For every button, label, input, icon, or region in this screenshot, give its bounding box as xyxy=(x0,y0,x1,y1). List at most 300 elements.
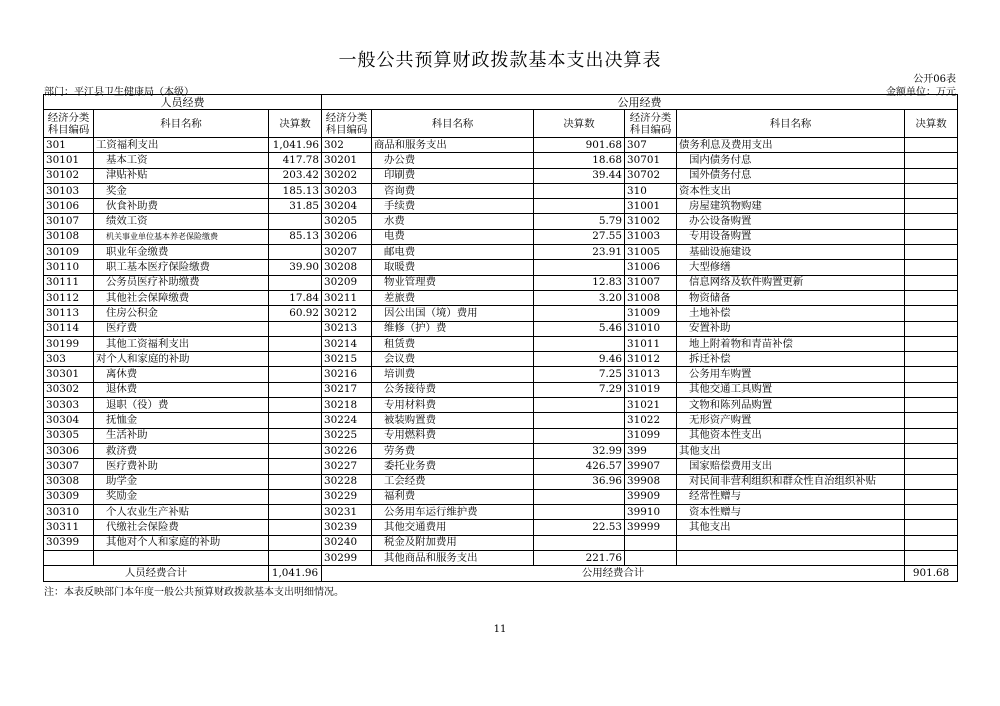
cell-name xyxy=(94,551,269,566)
cell-amount: 39.90 xyxy=(269,260,322,275)
cell-code: 30114 xyxy=(44,321,94,336)
cell-amount xyxy=(269,551,322,566)
cell-code: 31001 xyxy=(625,199,677,214)
cell-name: 对民间非营利组织和群众性自治组织补贴 xyxy=(677,474,905,489)
cell-amount: 5.46 xyxy=(534,321,625,336)
cell-code: 30304 xyxy=(44,413,94,428)
cell-amount xyxy=(269,245,322,260)
totals-row xyxy=(44,566,958,581)
cell-name: 房屋建筑物购建 xyxy=(677,199,905,214)
table-row xyxy=(44,153,958,168)
cell-amount: 18.68 xyxy=(534,153,625,168)
cell-amount xyxy=(905,382,958,397)
cell-amount xyxy=(905,153,958,168)
cell-amount xyxy=(534,428,625,443)
cell-name: 维修（护）费 xyxy=(372,321,534,336)
cell-amount xyxy=(269,336,322,351)
table-row xyxy=(44,489,958,504)
cell-name: 福利费 xyxy=(372,489,534,504)
cell-amount xyxy=(905,306,958,321)
cell-name: 大型修缮 xyxy=(677,260,905,275)
cell-amount xyxy=(534,336,625,351)
cell-name: 安置补助 xyxy=(677,321,905,336)
cell-code: 30228 xyxy=(322,474,372,489)
cell-code: 31009 xyxy=(625,306,677,321)
cell-code: 303 xyxy=(44,352,94,367)
cell-name: 职工基本医疗保险缴费 xyxy=(94,260,269,275)
cell-code: 30227 xyxy=(322,459,372,474)
cell-amount: 203.42 xyxy=(269,168,322,183)
cell-name: 商品和服务支出 xyxy=(372,138,534,153)
cell-code: 310 xyxy=(625,183,677,198)
cell-code: 30399 xyxy=(44,535,94,550)
cell-amount: 1,041.96 xyxy=(269,138,322,153)
cell-name: 办公费 xyxy=(372,153,534,168)
cell-code: 31021 xyxy=(625,398,677,413)
cell-name: 取暖费 xyxy=(372,260,534,275)
cell-name: 国内债务付息 xyxy=(677,153,905,168)
cell-amount xyxy=(905,551,958,566)
cell-code: 39909 xyxy=(625,489,677,504)
cell-code: 30218 xyxy=(322,398,372,413)
cell-amount: 27.55 xyxy=(534,229,625,244)
cell-code: 30212 xyxy=(322,306,372,321)
cell-code: 30311 xyxy=(44,520,94,535)
cell-code: 30240 xyxy=(322,535,372,550)
cell-code: 30199 xyxy=(44,336,94,351)
cell-code: 30217 xyxy=(322,382,372,397)
cell-name: 电费 xyxy=(372,229,534,244)
table-row xyxy=(44,138,958,153)
cell-code: 31011 xyxy=(625,336,677,351)
cell-amount xyxy=(269,321,322,336)
cell-code xyxy=(44,551,94,566)
cell-name: 地上附着物和青苗补偿 xyxy=(677,336,905,351)
cell-code: 31007 xyxy=(625,275,677,290)
table-row xyxy=(44,535,958,550)
cell-amount xyxy=(269,413,322,428)
table-row xyxy=(44,183,958,198)
column-header-name: 科目名称 xyxy=(677,110,905,138)
group-header-public: 公用经费 xyxy=(322,95,958,110)
cell-name xyxy=(677,535,905,550)
table-row xyxy=(44,367,958,382)
cell-code: 30201 xyxy=(322,153,372,168)
cell-code: 30308 xyxy=(44,474,94,489)
cell-code: 30306 xyxy=(44,443,94,458)
cell-amount xyxy=(905,229,958,244)
cell-name: 培训费 xyxy=(372,367,534,382)
cell-amount xyxy=(905,505,958,520)
cell-amount xyxy=(269,352,322,367)
public-total-value: 901.68 xyxy=(905,566,958,581)
cell-name: 职业年金缴费 xyxy=(94,245,269,260)
cell-amount xyxy=(905,413,958,428)
cell-code: 31013 xyxy=(625,367,677,382)
cell-name: 拆迁补偿 xyxy=(677,352,905,367)
cell-amount xyxy=(905,183,958,198)
cell-name: 手续费 xyxy=(372,199,534,214)
cell-name: 工资福利支出 xyxy=(94,138,269,153)
cell-name: 其他社会保障缴费 xyxy=(94,290,269,305)
cell-name: 代缴社会保险费 xyxy=(94,520,269,535)
cell-name: 助学金 xyxy=(94,474,269,489)
expenditure-table xyxy=(43,94,958,582)
cell-amount xyxy=(269,398,322,413)
cell-amount xyxy=(905,290,958,305)
cell-name: 其他对个人和家庭的补助 xyxy=(94,535,269,550)
cell-name: 劳务费 xyxy=(372,443,534,458)
cell-code: 30206 xyxy=(322,229,372,244)
cell-amount xyxy=(269,443,322,458)
cell-code: 30112 xyxy=(44,290,94,305)
cell-name: 会议费 xyxy=(372,352,534,367)
cell-amount: 7.29 xyxy=(534,382,625,397)
table-row xyxy=(44,474,958,489)
cell-code: 30113 xyxy=(44,306,94,321)
table-row xyxy=(44,290,958,305)
cell-amount: 901.68 xyxy=(534,138,625,153)
cell-name: 水费 xyxy=(372,214,534,229)
table-row xyxy=(44,321,958,336)
cell-name: 离休费 xyxy=(94,367,269,382)
cell-name: 其他支出 xyxy=(677,443,905,458)
cell-name: 邮电费 xyxy=(372,245,534,260)
page-title: 一般公共预算财政拨款基本支出决算表 xyxy=(338,50,662,71)
cell-name: 其他资本性支出 xyxy=(677,428,905,443)
cell-amount xyxy=(905,367,958,382)
cell-name: 专用设备购置 xyxy=(677,229,905,244)
column-header-amount: 决算数 xyxy=(905,110,958,138)
personnel-total-label: 人员经费合计 xyxy=(44,566,269,581)
cell-code: 30203 xyxy=(322,183,372,198)
cell-code: 31010 xyxy=(625,321,677,336)
form-code: 公开06表 xyxy=(913,74,956,85)
cell-amount xyxy=(269,275,322,290)
cell-amount xyxy=(269,505,322,520)
cell-amount xyxy=(269,382,322,397)
cell-name: 工会经费 xyxy=(372,474,534,489)
cell-name: 津贴补贴 xyxy=(94,168,269,183)
table-row xyxy=(44,229,958,244)
cell-code: 30229 xyxy=(322,489,372,504)
cell-amount xyxy=(905,520,958,535)
table-row xyxy=(44,505,958,520)
column-header-name: 科目名称 xyxy=(94,110,269,138)
cell-code: 39910 xyxy=(625,505,677,520)
cell-amount: 60.92 xyxy=(269,306,322,321)
cell-code: 30111 xyxy=(44,275,94,290)
cell-name: 经常性赠与 xyxy=(677,489,905,504)
cell-amount xyxy=(905,459,958,474)
cell-code: 31002 xyxy=(625,214,677,229)
cell-code: 31099 xyxy=(625,428,677,443)
cell-name: 税金及附加费用 xyxy=(372,535,534,550)
cell-amount xyxy=(269,428,322,443)
cell-name: 国家赔偿费用支出 xyxy=(677,459,905,474)
cell-code: 30215 xyxy=(322,352,372,367)
cell-code: 31012 xyxy=(625,352,677,367)
cell-name: 无形资产购置 xyxy=(677,413,905,428)
cell-code: 30205 xyxy=(322,214,372,229)
cell-code: 30207 xyxy=(322,245,372,260)
cell-code: 30213 xyxy=(322,321,372,336)
cell-name: 债务利息及费用支出 xyxy=(677,138,905,153)
cell-name: 医疗费补助 xyxy=(94,459,269,474)
cell-code: 30226 xyxy=(322,443,372,458)
cell-amount xyxy=(905,199,958,214)
cell-amount xyxy=(269,489,322,504)
cell-name: 差旅费 xyxy=(372,290,534,305)
cell-code: 30106 xyxy=(44,199,94,214)
column-header-code: 经济分类科目编码 xyxy=(322,110,372,138)
cell-code: 30224 xyxy=(322,413,372,428)
cell-code: 30211 xyxy=(322,290,372,305)
department-label: 部门：平江县卫生健康局（本级） xyxy=(44,87,194,98)
cell-code: 30225 xyxy=(322,428,372,443)
cell-amount xyxy=(905,168,958,183)
public-total-label: 公用经费合计 xyxy=(322,566,905,581)
cell-amount: 5.79 xyxy=(534,214,625,229)
cell-code: 31005 xyxy=(625,245,677,260)
table-row xyxy=(44,275,958,290)
cell-amount: 32.99 xyxy=(534,443,625,458)
cell-name: 其他工资福利支出 xyxy=(94,336,269,351)
cell-amount xyxy=(905,474,958,489)
cell-amount xyxy=(534,535,625,550)
cell-code: 30109 xyxy=(44,245,94,260)
cell-code: 399 xyxy=(625,443,677,458)
cell-name: 公务员医疗补助缴费 xyxy=(94,275,269,290)
cell-amount xyxy=(534,306,625,321)
column-header-name: 科目名称 xyxy=(372,110,534,138)
table-row xyxy=(44,551,958,566)
cell-name: 其他支出 xyxy=(677,520,905,535)
table-row xyxy=(44,398,958,413)
table-row xyxy=(44,520,958,535)
cell-amount: 426.57 xyxy=(534,459,625,474)
cell-amount xyxy=(269,459,322,474)
cell-code: 30108 xyxy=(44,229,94,244)
column-header-amount: 决算数 xyxy=(534,110,625,138)
cell-amount: 185.13 xyxy=(269,183,322,198)
cell-name: 救济费 xyxy=(94,443,269,458)
cell-name: 生活补助 xyxy=(94,428,269,443)
cell-amount: 417.78 xyxy=(269,153,322,168)
cell-amount xyxy=(905,489,958,504)
cell-amount xyxy=(905,535,958,550)
cell-amount xyxy=(534,489,625,504)
cell-amount xyxy=(905,275,958,290)
cell-name: 租赁费 xyxy=(372,336,534,351)
cell-amount xyxy=(534,413,625,428)
cell-name: 被装购置费 xyxy=(372,413,534,428)
cell-code: 30231 xyxy=(322,505,372,520)
cell-name: 因公出国（境）费用 xyxy=(372,306,534,321)
cell-amount: 221.76 xyxy=(534,551,625,566)
cell-amount: 39.44 xyxy=(534,168,625,183)
cell-code: 31006 xyxy=(625,260,677,275)
cell-code: 30209 xyxy=(322,275,372,290)
cell-code: 30216 xyxy=(322,367,372,382)
cell-name: 咨询费 xyxy=(372,183,534,198)
cell-amount xyxy=(905,245,958,260)
cell-amount xyxy=(534,398,625,413)
cell-code xyxy=(625,535,677,550)
table-row xyxy=(44,245,958,260)
column-header-code: 经济分类科目编码 xyxy=(625,110,677,138)
cell-code xyxy=(625,551,677,566)
cell-code: 31019 xyxy=(625,382,677,397)
cell-amount xyxy=(534,199,625,214)
cell-name: 医疗费 xyxy=(94,321,269,336)
cell-amount xyxy=(269,214,322,229)
cell-code: 30110 xyxy=(44,260,94,275)
page-number: 11 xyxy=(493,624,507,635)
cell-name: 基础设施建设 xyxy=(677,245,905,260)
cell-code: 30239 xyxy=(322,520,372,535)
cell-code: 301 xyxy=(44,138,94,153)
cell-amount xyxy=(905,138,958,153)
cell-amount: 3.20 xyxy=(534,290,625,305)
cell-name xyxy=(677,551,905,566)
cell-amount xyxy=(905,398,958,413)
cell-amount xyxy=(905,428,958,443)
cell-code: 30204 xyxy=(322,199,372,214)
cell-name: 机关事业单位基本养老保险缴费 xyxy=(94,229,269,244)
cell-amount xyxy=(269,535,322,550)
personnel-total-value: 1,041.96 xyxy=(269,566,322,581)
cell-amount: 36.96 xyxy=(534,474,625,489)
cell-name: 国外债务付息 xyxy=(677,168,905,183)
cell-name: 物资储备 xyxy=(677,290,905,305)
cell-amount: 17.84 xyxy=(269,290,322,305)
cell-amount xyxy=(269,367,322,382)
cell-name: 公务用车运行维护费 xyxy=(372,505,534,520)
table-row xyxy=(44,382,958,397)
cell-name: 伙食补助费 xyxy=(94,199,269,214)
cell-amount: 22.53 xyxy=(534,520,625,535)
cell-code: 31003 xyxy=(625,229,677,244)
cell-code: 307 xyxy=(625,138,677,153)
table-row xyxy=(44,443,958,458)
cell-name: 其他交通费用 xyxy=(372,520,534,535)
cell-name: 个人农业生产补贴 xyxy=(94,505,269,520)
cell-name: 住房公积金 xyxy=(94,306,269,321)
table-row xyxy=(44,428,958,443)
unit-label: 金额单位：万元 xyxy=(886,87,956,98)
cell-name: 奖励金 xyxy=(94,489,269,504)
cell-amount: 23.91 xyxy=(534,245,625,260)
cell-amount xyxy=(905,214,958,229)
cell-code: 39907 xyxy=(625,459,677,474)
cell-code: 30303 xyxy=(44,398,94,413)
table-row xyxy=(44,168,958,183)
cell-code: 39908 xyxy=(625,474,677,489)
cell-amount: 9.46 xyxy=(534,352,625,367)
cell-name: 印刷费 xyxy=(372,168,534,183)
cell-amount: 31.85 xyxy=(269,199,322,214)
cell-amount xyxy=(534,505,625,520)
cell-name: 其他交通工具购置 xyxy=(677,382,905,397)
cell-amount xyxy=(905,321,958,336)
cell-code: 30107 xyxy=(44,214,94,229)
cell-code: 30302 xyxy=(44,382,94,397)
cell-amount xyxy=(905,260,958,275)
cell-code: 30301 xyxy=(44,367,94,382)
table-row xyxy=(44,336,958,351)
footnote: 注：本表反映部门本年度一般公共预算财政拨款基本支出明细情况。 xyxy=(44,587,344,598)
cell-amount xyxy=(534,183,625,198)
cell-name: 办公设备购置 xyxy=(677,214,905,229)
cell-name: 专用燃料费 xyxy=(372,428,534,443)
cell-code: 30101 xyxy=(44,153,94,168)
cell-amount: 7.25 xyxy=(534,367,625,382)
cell-name: 资本性赠与 xyxy=(677,505,905,520)
table-row xyxy=(44,214,958,229)
cell-code: 302 xyxy=(322,138,372,153)
cell-name: 绩效工资 xyxy=(94,214,269,229)
cell-code: 30702 xyxy=(625,168,677,183)
cell-name: 对个人和家庭的补助 xyxy=(94,352,269,367)
cell-name: 公务接待费 xyxy=(372,382,534,397)
cell-code: 30307 xyxy=(44,459,94,474)
cell-code: 30208 xyxy=(322,260,372,275)
cell-amount xyxy=(269,520,322,535)
cell-code: 30701 xyxy=(625,153,677,168)
cell-code: 30202 xyxy=(322,168,372,183)
cell-code: 30310 xyxy=(44,505,94,520)
table-row xyxy=(44,413,958,428)
cell-name: 其他商品和服务支出 xyxy=(372,551,534,566)
cell-name: 物业管理费 xyxy=(372,275,534,290)
cell-code: 30103 xyxy=(44,183,94,198)
cell-amount: 85.13 xyxy=(269,229,322,244)
cell-amount xyxy=(269,474,322,489)
table-row xyxy=(44,199,958,214)
cell-name: 资本性支出 xyxy=(677,183,905,198)
cell-name: 土地补偿 xyxy=(677,306,905,321)
cell-name: 专用材料费 xyxy=(372,398,534,413)
cell-amount: 12.83 xyxy=(534,275,625,290)
group-header-personnel: 人员经费 xyxy=(44,95,322,110)
table-row xyxy=(44,260,958,275)
cell-amount xyxy=(905,336,958,351)
cell-code: 31008 xyxy=(625,290,677,305)
cell-code: 30102 xyxy=(44,168,94,183)
table-row xyxy=(44,306,958,321)
cell-name: 公务用车购置 xyxy=(677,367,905,382)
cell-code: 30214 xyxy=(322,336,372,351)
cell-name: 退休费 xyxy=(94,382,269,397)
column-header-amount: 决算数 xyxy=(269,110,322,138)
column-header-code: 经济分类科目编码 xyxy=(44,110,94,138)
cell-code: 31022 xyxy=(625,413,677,428)
cell-name: 委托业务费 xyxy=(372,459,534,474)
cell-amount xyxy=(905,352,958,367)
cell-name: 基本工资 xyxy=(94,153,269,168)
table-row xyxy=(44,352,958,367)
cell-name: 抚恤金 xyxy=(94,413,269,428)
cell-amount xyxy=(534,260,625,275)
cell-name: 文物和陈列品购置 xyxy=(677,398,905,413)
cell-name: 奖金 xyxy=(94,183,269,198)
cell-name: 信息网络及软件购置更新 xyxy=(677,275,905,290)
table-row xyxy=(44,459,958,474)
cell-code: 30305 xyxy=(44,428,94,443)
cell-code: 39999 xyxy=(625,520,677,535)
cell-amount xyxy=(905,443,958,458)
